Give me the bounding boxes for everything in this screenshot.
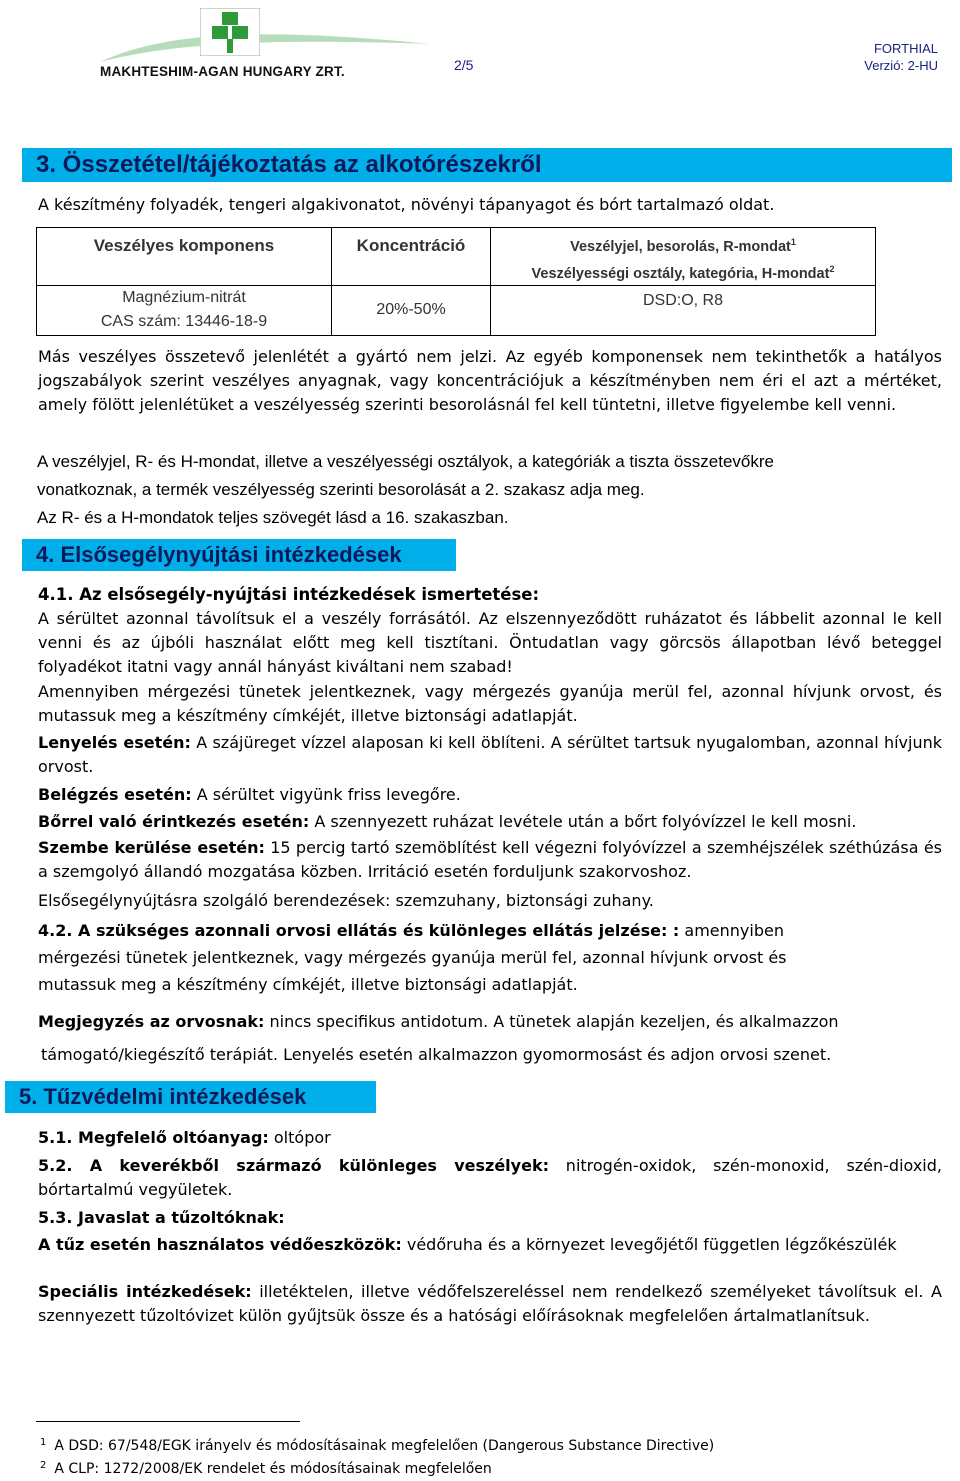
first-aid-remove: A sérültet azonnal távolítsuk el a veszély forrásától. bbox=[38, 609, 471, 628]
swallow-text: A szájüreget vízzel alaposan ki kell öblíteni. A sérültet tartsuk nyugalomban, azonnal hívjunk orvost. bbox=[38, 733, 942, 776]
col-header-r-phrase: Veszélyjel, besorolás, R-mondat bbox=[570, 238, 791, 255]
skin-label: Bőrrel való érintkezés esetén: bbox=[38, 812, 310, 831]
footnote-ref-2: 2 bbox=[829, 263, 835, 274]
doctor-note-line-2: támogató/kiegészítő terápiát. Lenyelés esetén alkalmazzon gyomormosást és adjon orvosi szenet. bbox=[41, 1045, 832, 1064]
heading-5-2-text: nitrogén-oxidok, szén-monoxid, szén-dioxid, bórtartalmú vegyületek. bbox=[38, 1156, 942, 1199]
skin-text: A szennyezett ruházat levétele után a bőrt folyóvízzel le kell mosni. bbox=[314, 812, 857, 831]
footnote-1-text: A DSD: 67/548/EGK irányelv és módosításainak megfelelően (Dangerous Substance Directive) bbox=[54, 1438, 715, 1454]
concentration-cell: 20%-50% bbox=[332, 285, 491, 335]
special-measures-text: illetéktelen, illetve védőfelszereléssel nem rendelkező személyeket távolítsuk el. A szennyezett tűzoltóvizet külön gyűjtsük össze és a hatósági előírásoknak megfelelően ártalmatlanítsuk. bbox=[38, 1282, 943, 1325]
heading-4-2-line-2: mérgezési tünetek jelentkeznek, vagy mérgezés gyanúja merül fel, azonnal hívjunk orvost és bbox=[38, 948, 787, 967]
component-cell bbox=[37, 285, 332, 335]
clover-logo-icon bbox=[200, 8, 260, 56]
doctor-note-text: nincs specifikus antidotum. A tünetek alapján kezeljen, és alkalmazzon bbox=[269, 1012, 839, 1031]
footnote-1-number: 1 bbox=[40, 1437, 47, 1448]
col-header-classification bbox=[491, 228, 876, 286]
eye-label: Szembe kerülése esetén: bbox=[38, 838, 265, 857]
heading-4-1: 4.1. Az elsősegély-nyújtási intézkedések ismertetése: bbox=[38, 585, 540, 604]
company-name: MAKHTESHIM-AGAN HUNGARY ZRT. bbox=[100, 64, 345, 79]
heading-5-1-text: oltópor bbox=[273, 1128, 331, 1147]
protective-equipment bbox=[38, 1233, 942, 1257]
col-header-component: Veszélyes komponens bbox=[37, 228, 332, 286]
section-3-para-1: Más veszélyes összetevő jelenlétét a gyártó nem jelzi. Az egyéb komponensek nem tekinthetők a hatályos jogszabályok szerint veszélyes anyagnak, vagy koncentrációjuk a készítményben nem éri el azt a mértéket, amely fölött jelenlétüket a veszélyesség szerinti besorolásnál fel kell tüntetni, illetve figyelembe kell venni. bbox=[38, 347, 942, 414]
doctor-note bbox=[38, 1010, 948, 1034]
heading-4-2-block bbox=[38, 917, 942, 998]
first-aid-general bbox=[38, 607, 942, 679]
component-name: Magnézium-nitrát bbox=[122, 289, 246, 307]
footnote-divider bbox=[36, 1421, 300, 1422]
section-5-title: 5. Tűzvédelmi intézkedések bbox=[5, 1081, 376, 1113]
classification-cell: DSD:O, R8 bbox=[491, 285, 876, 335]
footnote-2-number: 2 bbox=[40, 1460, 47, 1471]
section-3-title: 3. Összetétel/tájékoztatás az alkotórészekről bbox=[22, 148, 952, 182]
col-header-concentration: Koncentráció bbox=[332, 228, 491, 286]
section-3-para-2-line-2: vonatkoznak, a termék veszélyesség szerinti besorolását a 2. szakasz adja meg. bbox=[37, 480, 645, 499]
inhalation-text: A sérültet vigyünk friss levegőre. bbox=[196, 785, 461, 804]
section-4-title: 4. Elsősegélynyújtási intézkedések bbox=[22, 539, 456, 571]
heading-4-2-line-3: mutassuk meg a készítmény címkéjét, illetve biztonsági adatlapját. bbox=[38, 975, 578, 994]
version: Verzió: 2-HU bbox=[864, 58, 938, 73]
heading-4-2: 4.2. A szükséges azonnali orvosi ellátás és különleges ellátás jelzése: : bbox=[38, 921, 680, 940]
col-header-h-phrase: Veszélyességi osztály, kategória, H-mondat bbox=[531, 265, 830, 282]
doctor-note-label: Megjegyzés az orvosnak: bbox=[38, 1012, 265, 1031]
footnote-ref-1: 1 bbox=[790, 237, 796, 247]
heading-5-2-block bbox=[38, 1154, 942, 1202]
protective-equipment-label: A tűz esetén használatos védőeszközök: bbox=[38, 1235, 402, 1254]
footnote-1 bbox=[40, 1437, 714, 1454]
first-aid-swallow bbox=[38, 731, 942, 779]
logo-swoosh-icon bbox=[100, 24, 430, 64]
product-name: FORTHIAL bbox=[873, 41, 938, 56]
heading-5-1: 5.1. Megfelelő oltóanyag: bbox=[38, 1128, 269, 1147]
section-3-para-2-line-1: A veszélyjel, R- és H-mondat, illetve a veszélyességi osztályok, a kategóriák a tiszta összetevőkre bbox=[37, 452, 774, 471]
section-3-para-3: Az R- és a H-mondatok teljes szövegét lásd a 16. szakaszban. bbox=[37, 508, 509, 527]
special-measures-label: Speciális intézkedések: bbox=[38, 1282, 252, 1301]
composition-table bbox=[36, 227, 876, 336]
special-measures bbox=[38, 1280, 942, 1328]
first-aid-clothing: Az elszennyeződött ruházatot és lábbelit azonnal le kell venni és az újbóli használat előtt meg kell tisztítani. Öntudatlan vagy görcsös állapotban lévő beteggel folyadékot itatni vagy annál hányást kiváltani nem szabad! bbox=[38, 609, 943, 676]
heading-5-2: 5.2. A keverékből származó különleges veszélyek: bbox=[38, 1156, 549, 1175]
first-aid-equipment: Elsősegélynyújtásra szolgáló berendezések: szemzuhany, biztonsági zuhany. bbox=[38, 891, 654, 910]
inhalation-label: Belégzés esetén: bbox=[38, 785, 192, 804]
footnote-2 bbox=[40, 1460, 492, 1477]
heading-4-2-text: amennyiben bbox=[684, 921, 784, 940]
eye-text: 15 percig tartó szemöblítést kell végezni folyóvízzel a szemhéjszélek széthúzása és a szemgolyó állandó mozgatása közben. Irritáció esetén forduljunk szakorvoshoz. bbox=[38, 838, 943, 881]
heading-5-3: 5.3. Javaslat a tűzoltóknak: bbox=[38, 1208, 285, 1227]
section-3-intro: A készítmény folyadék, tengeri algakivonatot, növényi tápanyagot és bórt tartalmazó oldat. bbox=[38, 195, 775, 214]
swallow-label: Lenyelés esetén: bbox=[38, 733, 191, 752]
footnote-2-text: A CLP: 1272/2008/EK rendelet és módosításainak megfelelően bbox=[54, 1461, 492, 1477]
first-aid-doctor: Amennyiben mérgezési tünetek jelentkeznek, vagy mérgezés gyanúja merül fel, azonnal hívjunk orvost, és mutassuk meg a készítmény címkéjét, illetve biztonsági adatlapját. bbox=[38, 682, 942, 725]
first-aid-eye bbox=[38, 836, 942, 884]
product-info bbox=[864, 40, 938, 74]
section-3-para-2 bbox=[37, 448, 947, 532]
protective-equipment-text: védőruha és a környezet levegőjétől független légzőkészülék bbox=[406, 1235, 897, 1254]
first-aid-inhalation bbox=[38, 783, 942, 807]
heading-5-1-block bbox=[38, 1126, 331, 1150]
page-number: 2/5 bbox=[454, 57, 474, 73]
component-cas: CAS szám: 13446-18-9 bbox=[100, 313, 268, 331]
first-aid-skin bbox=[38, 810, 942, 834]
